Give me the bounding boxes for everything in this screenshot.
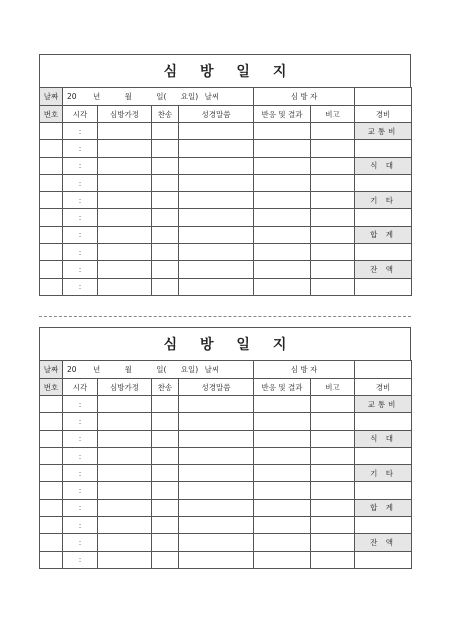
hymn-cell[interactable] — [152, 517, 179, 534]
hymn-cell[interactable] — [152, 447, 179, 464]
response-cell[interactable] — [254, 140, 311, 157]
hymn-cell[interactable] — [152, 413, 179, 430]
hymn-cell[interactable] — [152, 261, 179, 278]
note-cell[interactable] — [311, 261, 355, 278]
date-field[interactable] — [63, 88, 254, 106]
note-cell[interactable] — [311, 413, 355, 430]
response-cell[interactable] — [254, 278, 311, 295]
response-cell[interactable] — [254, 174, 311, 191]
time-cell[interactable]: : — [63, 123, 98, 140]
col-header-household: 심방가정 — [98, 106, 152, 123]
month-unit: 월 — [124, 365, 132, 374]
scripture-cell[interactable] — [179, 465, 254, 482]
household-cell[interactable] — [98, 192, 152, 209]
note-cell[interactable] — [311, 209, 355, 226]
col-header-response: 반응 및 결과 — [254, 379, 311, 396]
time-cell[interactable]: : — [63, 174, 98, 191]
entry-row — [40, 226, 412, 243]
number-cell[interactable] — [40, 244, 63, 261]
col-header-cost: 경비 — [355, 379, 412, 396]
note-cell[interactable] — [311, 534, 355, 551]
response-cell[interactable] — [254, 430, 311, 447]
scripture-cell[interactable] — [179, 499, 254, 516]
year-prefix: 20 — [67, 365, 77, 374]
response-cell[interactable] — [254, 413, 311, 430]
scripture-cell[interactable] — [179, 261, 254, 278]
hymn-cell[interactable] — [152, 123, 179, 140]
cut-line-divider — [39, 316, 411, 317]
household-cell[interactable] — [98, 499, 152, 516]
cost-cell[interactable]: 합 계 — [355, 226, 412, 243]
household-cell[interactable] — [98, 244, 152, 261]
col-header-time: 시각 — [63, 379, 98, 396]
scripture-cell[interactable] — [179, 244, 254, 261]
household-cell[interactable] — [98, 226, 152, 243]
scripture-cell[interactable] — [179, 396, 254, 413]
hymn-cell[interactable] — [152, 482, 179, 499]
cost-cell[interactable] — [355, 517, 412, 534]
scripture-cell[interactable] — [179, 413, 254, 430]
entry-row — [40, 534, 412, 551]
number-cell[interactable] — [40, 396, 63, 413]
scripture-cell[interactable] — [179, 157, 254, 174]
number-cell[interactable] — [40, 140, 63, 157]
column-header-row — [40, 106, 412, 123]
number-cell[interactable] — [40, 123, 63, 140]
response-cell[interactable] — [254, 261, 311, 278]
number-cell[interactable] — [40, 278, 63, 295]
number-cell[interactable] — [40, 192, 63, 209]
note-cell[interactable] — [311, 244, 355, 261]
cost-cell[interactable]: 교통비 — [355, 123, 412, 140]
entry-row — [40, 140, 412, 157]
number-cell[interactable] — [40, 413, 63, 430]
visit-log-form-1 — [39, 54, 411, 296]
cost-cell[interactable] — [355, 244, 412, 261]
weekday-unit: 요일) — [180, 92, 199, 101]
household-cell[interactable] — [98, 517, 152, 534]
hymn-cell[interactable] — [152, 278, 179, 295]
response-cell[interactable] — [254, 192, 311, 209]
note-cell[interactable] — [311, 192, 355, 209]
entry-row — [40, 396, 412, 413]
hymn-cell[interactable] — [152, 551, 179, 568]
entry-row — [40, 465, 412, 482]
scripture-cell[interactable] — [179, 192, 254, 209]
number-cell[interactable] — [40, 157, 63, 174]
note-cell[interactable] — [311, 517, 355, 534]
entry-row — [40, 123, 412, 140]
scripture-cell[interactable] — [179, 430, 254, 447]
col-header-note: 비고 — [311, 106, 355, 123]
time-cell[interactable]: : — [63, 413, 98, 430]
cost-cell[interactable] — [355, 413, 412, 430]
cost-cell[interactable] — [355, 278, 412, 295]
scripture-cell[interactable] — [179, 209, 254, 226]
time-cell[interactable]: : — [63, 192, 98, 209]
scripture-cell[interactable] — [179, 140, 254, 157]
household-cell[interactable] — [98, 482, 152, 499]
time-cell[interactable]: : — [63, 226, 98, 243]
time-cell[interactable]: : — [63, 261, 98, 278]
visit-log-form-2 — [39, 327, 411, 569]
date-field[interactable] — [63, 361, 254, 379]
time-cell[interactable]: : — [63, 465, 98, 482]
time-cell[interactable]: : — [63, 517, 98, 534]
col-header-cost: 경비 — [355, 106, 412, 123]
date-row — [40, 361, 412, 379]
number-cell[interactable] — [40, 174, 63, 191]
response-cell[interactable] — [254, 209, 311, 226]
col-header-note: 비고 — [311, 379, 355, 396]
number-cell[interactable] — [40, 226, 63, 243]
entry-row — [40, 278, 412, 295]
weekday-unit: 요일) — [180, 365, 199, 374]
time-cell[interactable]: : — [63, 551, 98, 568]
entry-row — [40, 482, 412, 499]
household-cell[interactable] — [98, 123, 152, 140]
response-cell[interactable] — [254, 157, 311, 174]
time-cell[interactable]: : — [63, 447, 98, 464]
response-cell[interactable] — [254, 482, 311, 499]
note-cell[interactable] — [311, 396, 355, 413]
response-cell[interactable] — [254, 396, 311, 413]
hymn-cell[interactable] — [152, 192, 179, 209]
note-cell[interactable] — [311, 499, 355, 516]
cost-cell[interactable]: 잔 액 — [355, 261, 412, 278]
time-cell[interactable]: : — [63, 140, 98, 157]
number-cell[interactable] — [40, 209, 63, 226]
form-title-box — [39, 54, 411, 87]
cost-cell[interactable]: 기 타 — [355, 192, 412, 209]
cost-cell[interactable] — [355, 482, 412, 499]
entry-row — [40, 174, 412, 191]
visit-log-table — [39, 87, 412, 296]
scripture-cell[interactable] — [179, 517, 254, 534]
number-cell[interactable] — [40, 465, 63, 482]
response-cell[interactable] — [254, 226, 311, 243]
year-unit: 년 — [92, 92, 101, 101]
time-cell[interactable]: : — [63, 482, 98, 499]
date-label: 날짜 — [40, 361, 63, 379]
response-cell[interactable] — [254, 465, 311, 482]
household-cell[interactable] — [98, 447, 152, 464]
note-cell[interactable] — [311, 174, 355, 191]
note-cell[interactable] — [311, 140, 355, 157]
hymn-cell[interactable] — [152, 244, 179, 261]
household-cell[interactable] — [98, 465, 152, 482]
year-prefix: 20 — [67, 92, 77, 101]
number-cell[interactable] — [40, 430, 63, 447]
scripture-cell[interactable] — [179, 447, 254, 464]
response-cell[interactable] — [254, 517, 311, 534]
entry-row — [40, 413, 412, 430]
household-cell[interactable] — [98, 278, 152, 295]
col-header-response: 반응 및 결과 — [254, 106, 311, 123]
col-header-household: 심방가정 — [98, 379, 152, 396]
time-cell[interactable]: : — [63, 209, 98, 226]
household-cell[interactable] — [98, 157, 152, 174]
column-header-row — [40, 379, 412, 396]
form-title-box — [39, 327, 411, 360]
number-cell[interactable] — [40, 261, 63, 278]
visitor-label: 심 방 자 — [254, 361, 355, 379]
entry-row — [40, 551, 412, 568]
cost-cell[interactable] — [355, 551, 412, 568]
visit-log-table — [39, 360, 412, 569]
cost-cell[interactable] — [355, 140, 412, 157]
cost-cell[interactable] — [355, 174, 412, 191]
scripture-cell[interactable] — [179, 534, 254, 551]
scripture-cell[interactable] — [179, 551, 254, 568]
cost-cell[interactable]: 잔 액 — [355, 534, 412, 551]
col-header-hymn: 찬송 — [152, 106, 179, 123]
time-cell[interactable]: : — [63, 499, 98, 516]
cost-cell[interactable]: 식 대 — [355, 157, 412, 174]
household-cell[interactable] — [98, 534, 152, 551]
number-cell[interactable] — [40, 447, 63, 464]
entry-row — [40, 430, 412, 447]
visitor-field[interactable] — [355, 88, 412, 106]
form-title: 심 방 일 지 — [163, 337, 296, 353]
hymn-cell[interactable] — [152, 140, 179, 157]
time-cell[interactable]: : — [63, 157, 98, 174]
day-unit: 일( — [156, 92, 167, 101]
col-header-scripture: 성경말씀 — [179, 379, 254, 396]
cost-cell[interactable]: 합 계 — [355, 499, 412, 516]
date-row — [40, 88, 412, 106]
number-cell[interactable] — [40, 517, 63, 534]
response-cell[interactable] — [254, 534, 311, 551]
entry-row — [40, 499, 412, 516]
cost-cell[interactable]: 기 타 — [355, 465, 412, 482]
scripture-cell[interactable] — [179, 226, 254, 243]
hymn-cell[interactable] — [152, 226, 179, 243]
scripture-cell[interactable] — [179, 174, 254, 191]
note-cell[interactable] — [311, 465, 355, 482]
response-cell[interactable] — [254, 499, 311, 516]
response-cell[interactable] — [254, 551, 311, 568]
time-cell[interactable]: : — [63, 534, 98, 551]
hymn-cell[interactable] — [152, 174, 179, 191]
number-cell[interactable] — [40, 534, 63, 551]
note-cell[interactable] — [311, 157, 355, 174]
col-header-scripture: 성경말씀 — [179, 106, 254, 123]
hymn-cell[interactable] — [152, 465, 179, 482]
hymn-cell[interactable] — [152, 430, 179, 447]
scripture-cell[interactable] — [179, 278, 254, 295]
count-label: 날씨 — [204, 365, 220, 374]
household-cell[interactable] — [98, 551, 152, 568]
year-unit: 년 — [92, 365, 101, 374]
col-header-number: 번호 — [40, 379, 63, 396]
col-header-time: 시각 — [63, 106, 98, 123]
entry-row — [40, 517, 412, 534]
note-cell[interactable] — [311, 123, 355, 140]
time-cell[interactable]: : — [63, 278, 98, 295]
time-cell[interactable]: : — [63, 396, 98, 413]
cost-cell[interactable]: 교통비 — [355, 396, 412, 413]
response-cell[interactable] — [254, 244, 311, 261]
visitor-field[interactable] — [355, 361, 412, 379]
household-cell[interactable] — [98, 209, 152, 226]
form-title: 심 방 일 지 — [163, 64, 296, 80]
hymn-cell[interactable] — [152, 157, 179, 174]
household-cell[interactable] — [98, 140, 152, 157]
entry-row — [40, 244, 412, 261]
visitor-label: 심 방 자 — [254, 88, 355, 106]
col-header-number: 번호 — [40, 106, 63, 123]
household-cell[interactable] — [98, 396, 152, 413]
note-cell[interactable] — [311, 447, 355, 464]
household-cell[interactable] — [98, 430, 152, 447]
time-cell[interactable]: : — [63, 430, 98, 447]
note-cell[interactable] — [311, 551, 355, 568]
note-cell[interactable] — [311, 278, 355, 295]
entry-row — [40, 157, 412, 174]
scripture-cell[interactable] — [179, 123, 254, 140]
response-cell[interactable] — [254, 123, 311, 140]
month-unit: 월 — [124, 92, 132, 101]
col-header-hymn: 찬송 — [152, 379, 179, 396]
number-cell[interactable] — [40, 482, 63, 499]
number-cell[interactable] — [40, 499, 63, 516]
time-cell[interactable]: : — [63, 244, 98, 261]
household-cell[interactable] — [98, 174, 152, 191]
hymn-cell[interactable] — [152, 499, 179, 516]
scripture-cell[interactable] — [179, 482, 254, 499]
cost-cell[interactable] — [355, 447, 412, 464]
hymn-cell[interactable] — [152, 209, 179, 226]
number-cell[interactable] — [40, 551, 63, 568]
entry-row — [40, 192, 412, 209]
note-cell[interactable] — [311, 430, 355, 447]
entry-row — [40, 209, 412, 226]
note-cell[interactable] — [311, 226, 355, 243]
household-cell[interactable] — [98, 413, 152, 430]
response-cell[interactable] — [254, 447, 311, 464]
date-label: 날짜 — [40, 88, 63, 106]
count-label: 날씨 — [204, 92, 220, 101]
household-cell[interactable] — [98, 261, 152, 278]
entry-row — [40, 447, 412, 464]
day-unit: 일( — [156, 365, 167, 374]
entry-row — [40, 261, 412, 278]
cost-cell[interactable]: 식 대 — [355, 430, 412, 447]
hymn-cell[interactable] — [152, 396, 179, 413]
note-cell[interactable] — [311, 482, 355, 499]
cost-cell[interactable] — [355, 209, 412, 226]
hymn-cell[interactable] — [152, 534, 179, 551]
